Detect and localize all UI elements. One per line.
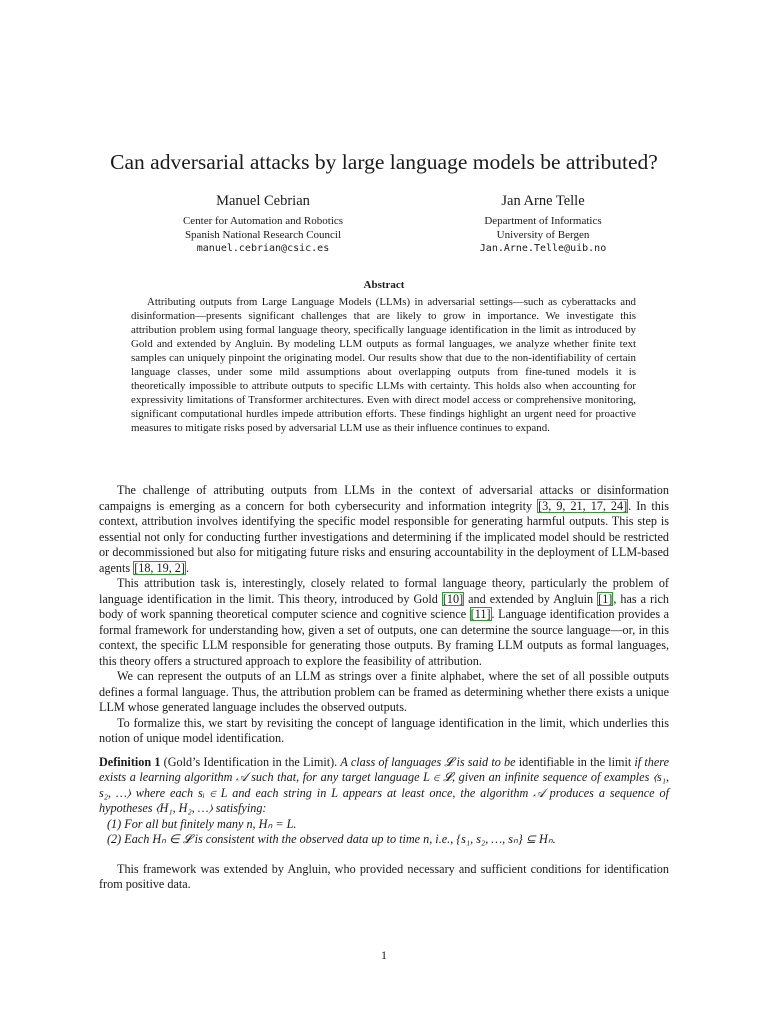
item-number: (1) xyxy=(107,816,122,831)
author-block-1 xyxy=(113,192,413,256)
item-text: For all but finitely many n, Hₙ = L. xyxy=(124,816,297,831)
paragraph-attribution xyxy=(99,576,669,669)
definition-item xyxy=(99,832,669,848)
citation-link[interactable]: [11] xyxy=(470,607,491,621)
definition-text: if there exists a learning algorithm 𝒜 such that, for any target language L ∈ 𝓛, given an infinite sequence of examples ⟨s₁, s₂, …⟩ where each sᵢ ∈ L and each string in L appears at least once, the algorithm 𝒜 produces a sequence of hypotheses ⟨H₁, H₂, …⟩ satisfying: xyxy=(99,754,669,815)
text-run: . xyxy=(185,560,190,575)
author-email[interactable]: Jan.Arne.Telle@uib.no xyxy=(479,243,607,254)
author-name: Jan Arne Telle xyxy=(501,193,585,209)
author-email[interactable]: manuel.cebrian@csic.es xyxy=(196,243,330,254)
item-text: Each Hₙ ∈ 𝓛 is consistent with the observed data up to time n, i.e., {s₁, s₂, …, sₙ} ⊆ Hₙ. xyxy=(124,832,556,846)
citation-link[interactable]: [18, 19, 2] xyxy=(134,560,185,575)
item-number: (2) xyxy=(107,832,122,846)
paragraph-intro xyxy=(99,483,669,576)
citation-link[interactable]: [1] xyxy=(598,591,613,606)
author-affiliation: University of Bergen xyxy=(496,229,590,241)
author-block-2 xyxy=(393,192,693,256)
body-text xyxy=(99,483,669,893)
citation-link[interactable]: [10] xyxy=(442,591,464,606)
text-run: . In this context, attribution involves identifying the specific model responsible for generating harmful outputs. This step is essential not only for conducting further investigations and determining if the implicated model should be restricted or decommissioned but also for mitigating future risks and ensuring accountability in the deployment of LLM-based agents xyxy=(99,498,669,575)
text-run: and extended by Angluin xyxy=(464,591,598,606)
paragraph-angluin: This framework was extended by Angluin, who provided necessary and sufficient conditions for identification from positive data. xyxy=(99,861,669,891)
text-run: . Language identification provides a formal framework for understanding how, given a set of outputs, one can determine the source language—or, in this context, the specific LLM responsible for generating those outputs. By framing LLM outputs as formal languages, this theory offers a structured approach to explore the feasibility of attribution. xyxy=(99,607,669,668)
paragraph-formalize: To formalize this, we start by revisiting the concept of language identification in the limit, which underlies this notion of unique model identification. xyxy=(99,715,669,745)
text-run: This attribution task is, interestingly, closely related to formal language theory, particularly the problem of language identification in the limit. This theory, introduced by Gold xyxy=(99,576,669,606)
author-affiliation: Department of Informatics xyxy=(484,215,602,227)
definition-name: (Gold’s Identification in the Limit). xyxy=(160,754,341,769)
paper-title: Can adversarial attacks by large language models be attributed? xyxy=(110,150,658,174)
text-run: The challenge of attributing outputs from LLMs in the context of adversarial attacks or disinformation campaigns is emerging as a concern for both cybersecurity and information integrity xyxy=(99,483,669,513)
paragraph-representation: We can represent the outputs of an LLM as strings over a finite alphabet, where the set of all possible outputs defines a formal language. Thus, the attribution problem can be framed as determining whether there exists a unique LLM whose generated language includes the observed outputs. xyxy=(99,669,669,714)
definition-label: Definition 1 xyxy=(99,754,161,769)
author-name: Manuel Cebrian xyxy=(216,193,310,209)
abstract-text: Attributing outputs from Large Language Models (LLMs) in adversarial settings—such as cyberattacks and disinformation—presents significant challenges that are likely to grow in importance. We investigate this attribution problem using formal language theory, specifically language identification in the limit as introduced by Gold and extended by Angluin. By modeling LLM outputs as formal languages, we analyze whether finite text samples can uniquely pinpoint the originating model. Our results show that due to the non-identifiability of certain language classes, under some mild assumptions about overlapping outputs from fine-tuned models it is theoretically impossible to attribute outputs to specific LLMs with certainty. This holds also when accounting for expressivity limitations of Transformer architectures. Even with direct model access or comprehensive monitoring, significant computational hurdles impede attribution efforts. These findings highlight an urgent need for proactive measures to mitigate risks posed by adversarial LLM use as their influence continues to expand. xyxy=(131,296,636,434)
definition-text: A class of languages 𝓛 is said to be xyxy=(340,754,519,769)
page-number: 1 xyxy=(381,948,387,962)
citation-link[interactable]: [3, 9, 21, 17, 24] xyxy=(538,498,628,513)
definition-item xyxy=(99,817,669,833)
author-affiliation: Center for Automation and Robotics xyxy=(182,215,344,227)
text-run: , has a rich body of work spanning theoretical computer science and cognitive science xyxy=(99,591,669,621)
abstract-heading: Abstract xyxy=(363,279,405,291)
definition-block xyxy=(99,755,669,817)
author-affiliation: Spanish National Research Council xyxy=(184,229,342,241)
definition-term: identifiable in the limit xyxy=(518,754,632,769)
